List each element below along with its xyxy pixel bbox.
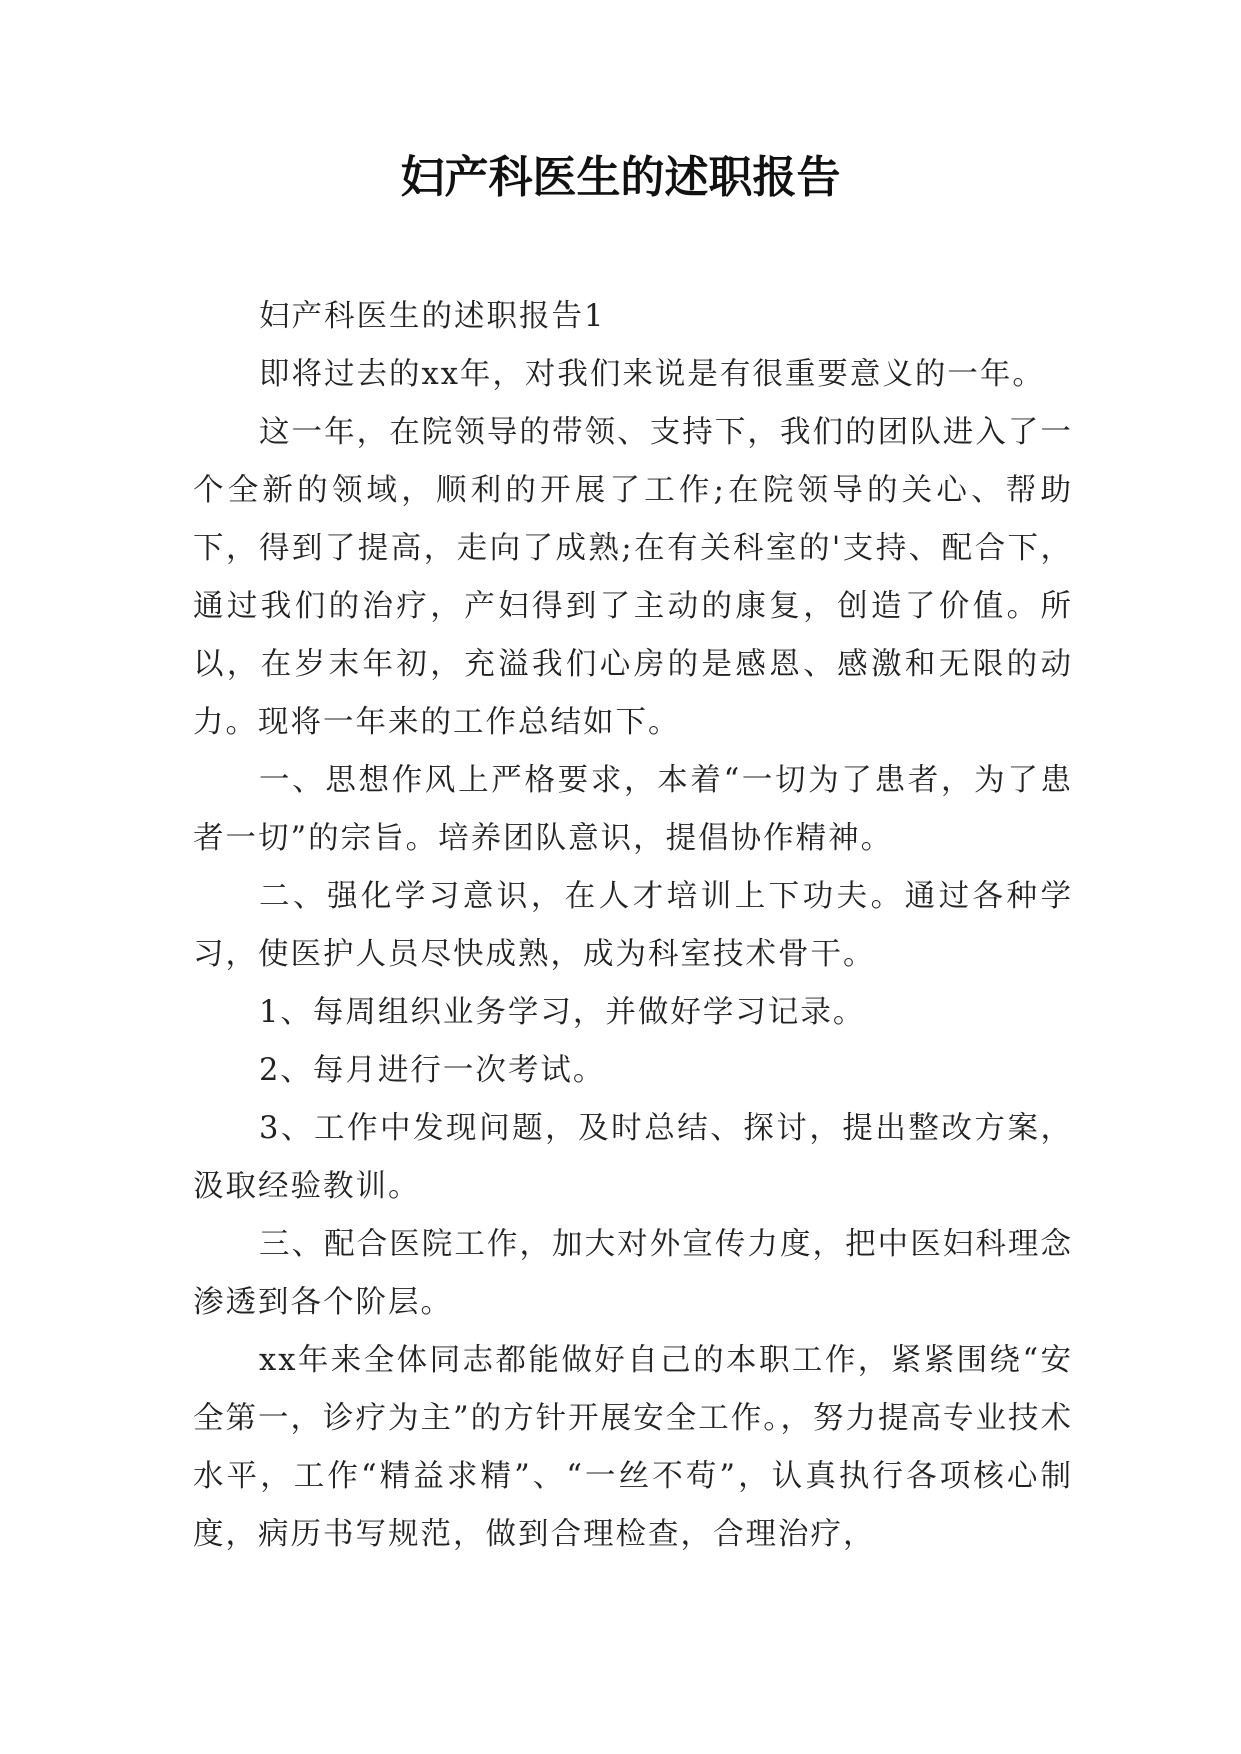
paragraph: xx年来全体同志都能做好自己的本职工作，紧紧围绕“安全第一，诊疗为主”的方针开展安全工作。，努力提高专业技术水平，工作“精益求精”、“一丝不苟”，认真执行各项核心制度，病历书写规范，做到合理检查，合理治疗， — [193, 1343, 1073, 1552]
document-body — [193, 288, 1073, 1564]
paragraph: 三、配合医院工作，加大对外宣传力度，把中医妇科理念渗透到各个阶层。 — [193, 1227, 1073, 1320]
paragraph: 3、工作中发现问题，及时总结、探讨，提出整改方案，汲取经验教训。 — [193, 1111, 1073, 1204]
paragraph: 1、每周组织业务学习，并做好学习记录。 — [259, 995, 866, 1030]
paragraph: 这一年，在院领导的带领、支持下，我们的团队进入了一个全新的领域，顺利的开展了工作;在院领导的关心、帮助下，得到了提高，走向了成熟;在有关科室的'支持、配合下，通过我们的治疗，产妇得到了主动的康复，创造了价值。所以，在岁末年初，充溢我们心房的是感恩、感激和无限的动力。现将一年来的工作总结如下。 — [193, 415, 1073, 740]
document-title: 妇产科医生的述职报告 — [400, 152, 841, 203]
paragraph: 2、每月进行一次考试。 — [259, 1053, 606, 1088]
paragraph-heading: 妇产科医生的述职报告1 — [259, 299, 606, 334]
paragraph: 二、强化学习意识，在人才培训上下功夫。通过各种学习，使医护人员尽快成熟，成为科室技术骨干。 — [193, 879, 1073, 972]
paragraph: 一、思想作风上严格要求，本着“一切为了患者，为了患者一切”的宗旨。培养团队意识，提倡协作精神。 — [193, 763, 1073, 856]
paragraph: 即将过去的xx年，对我们来说是有很重要意义的一年。 — [259, 357, 1045, 392]
